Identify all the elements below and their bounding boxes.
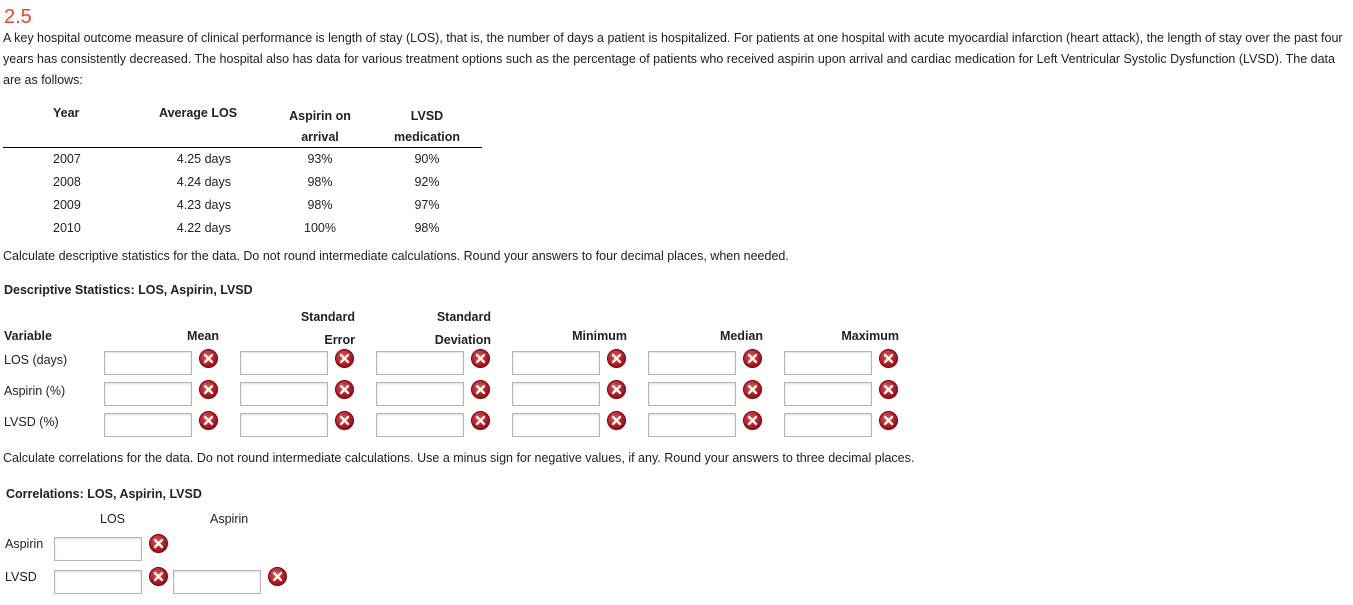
stats-minimum-input[interactable] [512,351,600,375]
incorrect-x-icon [149,567,168,586]
stats-title: Descriptive Statistics: LOS, Aspirin, LVSD [4,283,253,297]
stats-se-input[interactable] [240,382,328,406]
incorrect-x-icon [879,411,898,430]
stats-sd-input[interactable] [376,351,464,375]
incorrect-x-icon [879,349,898,368]
stats-maximum-input[interactable] [784,413,872,437]
data-cell-los: 4.24 days [176,175,231,189]
data-cell-los: 4.25 days [176,152,231,166]
incorrect-x-icon [607,380,626,399]
incorrect-x-icon [743,349,762,368]
incorrect-x-icon [743,411,762,430]
col-header-lvsd-l2: medication [394,130,460,144]
col-header-lvsd [377,106,477,148]
stats-col-se-l1: Standard [300,310,355,324]
data-cell-aspirin: 98% [307,175,333,189]
data-cell-los: 4.23 days [176,198,231,212]
data-cell-year: 2008 [53,175,81,189]
stats-col-se [255,306,355,352]
stats-mean-input[interactable] [104,382,192,406]
stats-col-variable: Variable [4,329,52,343]
corr-col-aspirin: Aspirin [210,512,249,526]
data-cell-year: 2007 [53,152,81,166]
stats-sd-input[interactable] [376,413,464,437]
col-header-aspirin-l1: Aspirin on [289,109,351,123]
stats-row-label: LOS (days) [4,353,68,367]
data-cell-aspirin: 100% [304,221,336,235]
data-cell-aspirin: 93% [307,152,333,166]
stats-row-label: LVSD (%) [4,415,59,429]
stats-col-mean: Mean [187,329,219,343]
corr-title: Correlations: LOS, Aspirin, LVSD [6,487,202,501]
corr-lvsd-aspirin-input[interactable] [173,570,261,594]
stats-row-label: Aspirin (%) [4,384,66,398]
incorrect-x-icon [471,380,490,399]
incorrect-x-icon [607,411,626,430]
stats-se-input[interactable] [240,351,328,375]
col-header-year: Year [53,106,80,120]
stats-median-input[interactable] [648,413,736,437]
incorrect-x-icon [335,349,354,368]
incorrect-x-icon [471,349,490,368]
stats-median-input[interactable] [648,351,736,375]
col-header-aspirin-l2: arrival [301,130,339,144]
incorrect-x-icon [149,534,168,553]
stats-mean-input[interactable] [104,351,192,375]
corr-row-aspirin: Aspirin [5,537,44,551]
incorrect-x-icon [335,411,354,430]
data-cell-lvsd: 97% [414,198,440,212]
corr-lvsd-los-input[interactable] [54,570,142,594]
stats-col-sd [391,306,491,352]
incorrect-x-icon [199,349,218,368]
data-cell-lvsd: 92% [414,175,440,189]
stats-col-sd-l2: Deviation [434,333,491,347]
corr-aspirin-los-input[interactable] [54,537,142,561]
stats-maximum-input[interactable] [784,382,872,406]
corr-col-los: LOS [100,512,126,526]
data-cell-lvsd: 90% [414,152,440,166]
stats-minimum-input[interactable] [512,413,600,437]
stats-maximum-input[interactable] [784,351,872,375]
col-header-lvsd-l1: LVSD [410,109,444,123]
data-cell-los: 4.22 days [176,221,231,235]
data-cell-year: 2010 [53,221,81,235]
table-divider [3,147,482,148]
stats-col-se-l2: Error [324,333,355,347]
stats-minimum-input[interactable] [512,382,600,406]
data-cell-lvsd: 98% [414,221,440,235]
question-number: 2.5 [4,6,32,28]
stats-median-input[interactable] [648,382,736,406]
incorrect-x-icon [335,380,354,399]
incorrect-x-icon [471,411,490,430]
col-header-avg-los: Average LOS [159,106,238,120]
incorrect-x-icon [607,349,626,368]
data-cell-year: 2009 [53,198,81,212]
incorrect-x-icon [268,567,287,586]
incorrect-x-icon [199,380,218,399]
stats-col-minimum: Minimum [572,329,627,343]
stats-col-median: Median [719,329,763,343]
stats-col-maximum: Maximum [841,329,899,343]
instruction-corr: Calculate correlations for the data. Do not round intermediate calculations. Use a minus sign for negative values, if any. Round your answers to three decimal places. [3,451,915,465]
stats-mean-input[interactable] [104,413,192,437]
corr-row-lvsd: LVSD [5,570,37,584]
stats-se-input[interactable] [240,413,328,437]
question-intro: A key hospital outcome measure of clinical performance is length of stay (LOS), that is, the number of days a patient is hospitalized. For patients at one hospital with acute myocardial infarction (heart attack), the length of stay over the past four years has consistently decreased. The hospital also has data for various treatment options such as the percentage of patients who received aspirin upon arrival and cardiac medication for Left Ventricular Systolic Dysfunction (LVSD). The data are as follows: [3,31,1343,87]
instruction-stats: Calculate descriptive statistics for the data. Do not round intermediate calculations. Round your answers to four decimal places, when needed. [3,249,789,263]
stats-col-sd-l1: Standard [436,310,491,324]
stats-sd-input[interactable] [376,382,464,406]
incorrect-x-icon [743,380,762,399]
col-header-aspirin [270,106,370,148]
incorrect-x-icon [199,411,218,430]
incorrect-x-icon [879,380,898,399]
data-cell-aspirin: 98% [307,198,333,212]
